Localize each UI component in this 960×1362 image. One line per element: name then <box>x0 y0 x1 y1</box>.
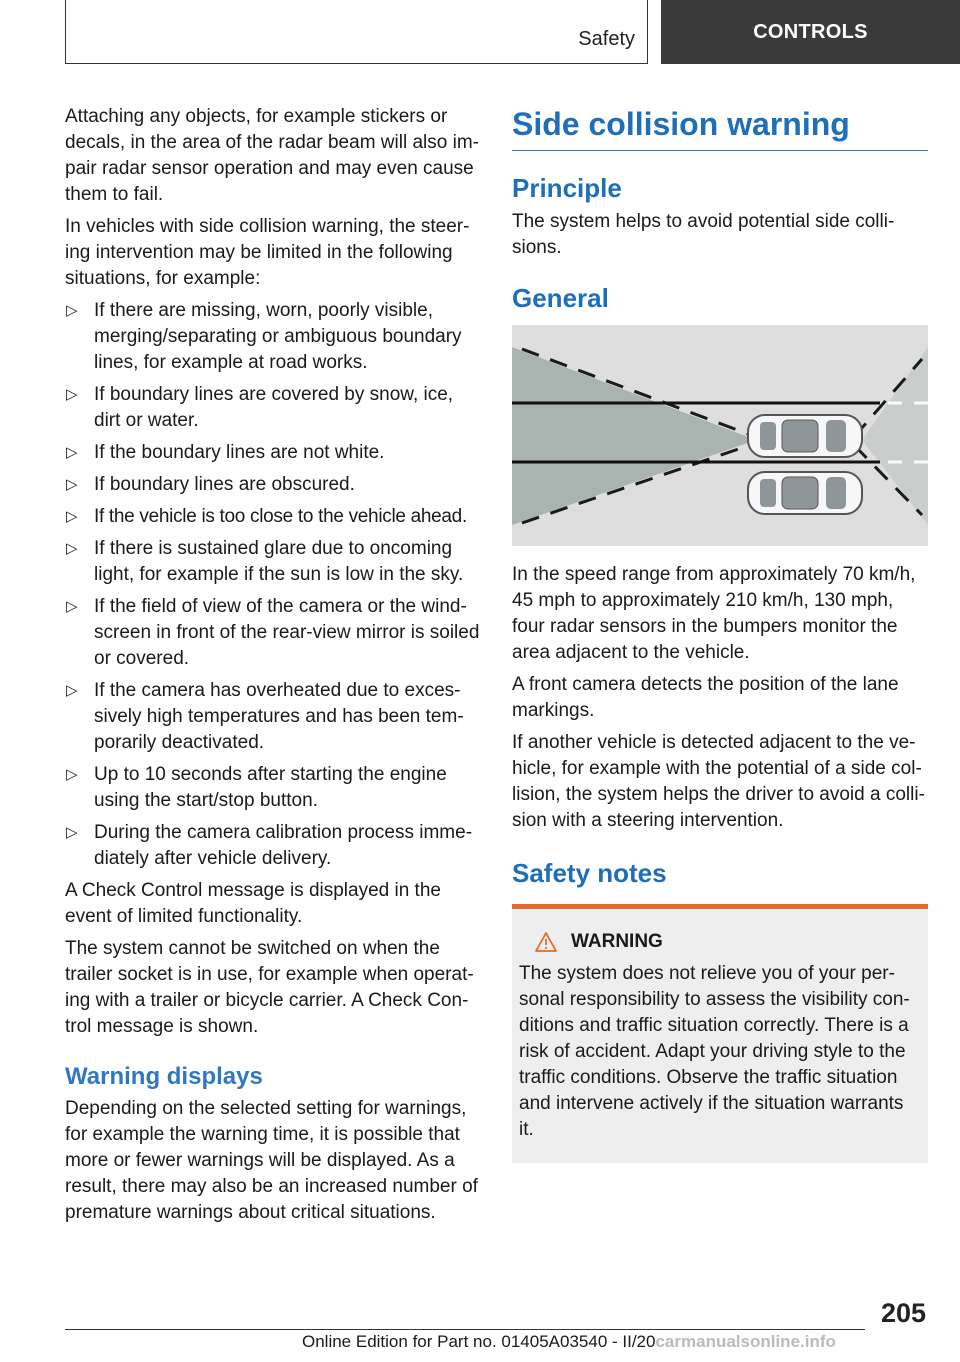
heading-safety-notes: Safety notes <box>512 858 667 888</box>
list-item: ▷ If boundary lines are obscured. <box>65 472 483 498</box>
paragraph: In the speed range from approximately 70 km/h, 45 mph to approximately 210 km/h, 130 mph, four radar sensors in the bumpers monitor the area adjacent to the vehicle. <box>512 564 916 663</box>
warning-box <box>512 904 928 1163</box>
left-column <box>65 104 483 1232</box>
paragraph: In vehicles with side collision warning, the steering intervention may be limited in the following situations, for example: <box>65 216 470 289</box>
warning-header <box>535 929 922 955</box>
radar-coverage-svg <box>512 325 928 546</box>
heading-principle: Principle <box>512 173 622 203</box>
heading-general: General <box>512 283 609 313</box>
footer-edition <box>302 1332 836 1352</box>
warning-text: The system does not relieve you of your personal responsibility to assess the visibility conditions and traffic situation correctly. There is a risk of accident. Adapt your driving style to the traffic conditions. Observe the traffic situation and intervene actively if the situation warrants it. <box>519 963 910 1140</box>
edition-text: Online Edition for Part no. 01405A03540 - II/20 <box>302 1332 656 1351</box>
right-column <box>512 104 928 1163</box>
heading-warning-displays: Warning displays <box>65 1063 263 1090</box>
warning-triangle-icon <box>535 932 557 952</box>
triangle-right-icon: ▷ <box>66 302 78 319</box>
list-item: ▷ If the camera has overheated due to excessively high temperatures and has been temporarily deactivated. <box>66 680 464 753</box>
list-item: ▷ If the vehicle is too close to the vehicle ahead. <box>65 504 483 530</box>
warning-label: WARNING <box>571 931 663 952</box>
paragraph: A Check Control message is displayed in the event of limited functionality. <box>65 880 441 927</box>
paragraph: Depending on the selected setting for warnings, for example the warning time, it is possible that more or fewer warnings will be displayed. As a result, there may also be an increased number of premature warnings about critical situations. <box>65 1098 478 1223</box>
list-item: ▷ If the field of view of the camera or the windscreen in front of the rear-view mirror is soiled or covered. <box>66 596 480 669</box>
header-section-title: Safety <box>578 28 635 50</box>
paragraph: The system helps to avoid potential side collisions. <box>512 211 895 258</box>
triangle-right-icon: ▷ <box>66 682 78 699</box>
list-item: ▷ Up to 10 seconds after starting the engine using the start/stop button. <box>66 764 447 811</box>
footer-divider <box>65 1329 865 1330</box>
site-watermark: carmanualsonline.info <box>655 1332 836 1351</box>
list-item: ▷ If there is sustained glare due to oncoming light, for example if the sun is low in the sky. <box>66 538 464 585</box>
car-top <box>748 415 862 457</box>
triangle-right-icon: ▷ <box>66 386 78 403</box>
triangle-right-icon: ▷ <box>66 824 78 841</box>
section-title: Side collision warning <box>512 104 928 151</box>
paragraph: Attaching any objects, for example stickers or decals, in the area of the radar beam will also impair radar sensor operation and may even cause them to fail. <box>65 106 479 205</box>
triangle-right-icon: ▷ <box>66 540 78 557</box>
radar-coverage-illustration <box>512 325 928 546</box>
triangle-right-icon: ▷ <box>66 508 78 525</box>
car-bottom <box>748 472 862 514</box>
paragraph: If another vehicle is detected adjacent to the vehicle, for example with the potential of a side collision, the system helps the driver to avoid a collision with a steering intervention. <box>512 732 925 831</box>
list-item: ▷ During the camera calibration process immediately after vehicle delivery. <box>66 822 473 869</box>
page-number: 205 <box>880 1298 926 1328</box>
triangle-right-icon: ▷ <box>66 476 78 493</box>
list-item: ▷ If there are missing, worn, poorly visible, merging/separating or ambiguous boundary lines, for example at road works. <box>66 300 462 373</box>
paragraph: The system cannot be switched on when the trailer socket is in use, for example when operating with a trailer or bicycle carrier. A Check Control message is shown. <box>65 938 474 1037</box>
list-item: ▷ If the boundary lines are not white. <box>65 440 483 466</box>
triangle-right-icon: ▷ <box>66 444 78 461</box>
triangle-right-icon: ▷ <box>66 598 78 615</box>
header-chapter-tab: CONTROLS <box>661 0 960 64</box>
limitation-list <box>65 298 483 872</box>
triangle-right-icon: ▷ <box>66 766 78 783</box>
paragraph: A front camera detects the position of the lane markings. <box>512 674 899 721</box>
list-item: ▷ If boundary lines are covered by snow, ice, dirt or water. <box>66 384 454 431</box>
header-frame <box>65 0 648 64</box>
